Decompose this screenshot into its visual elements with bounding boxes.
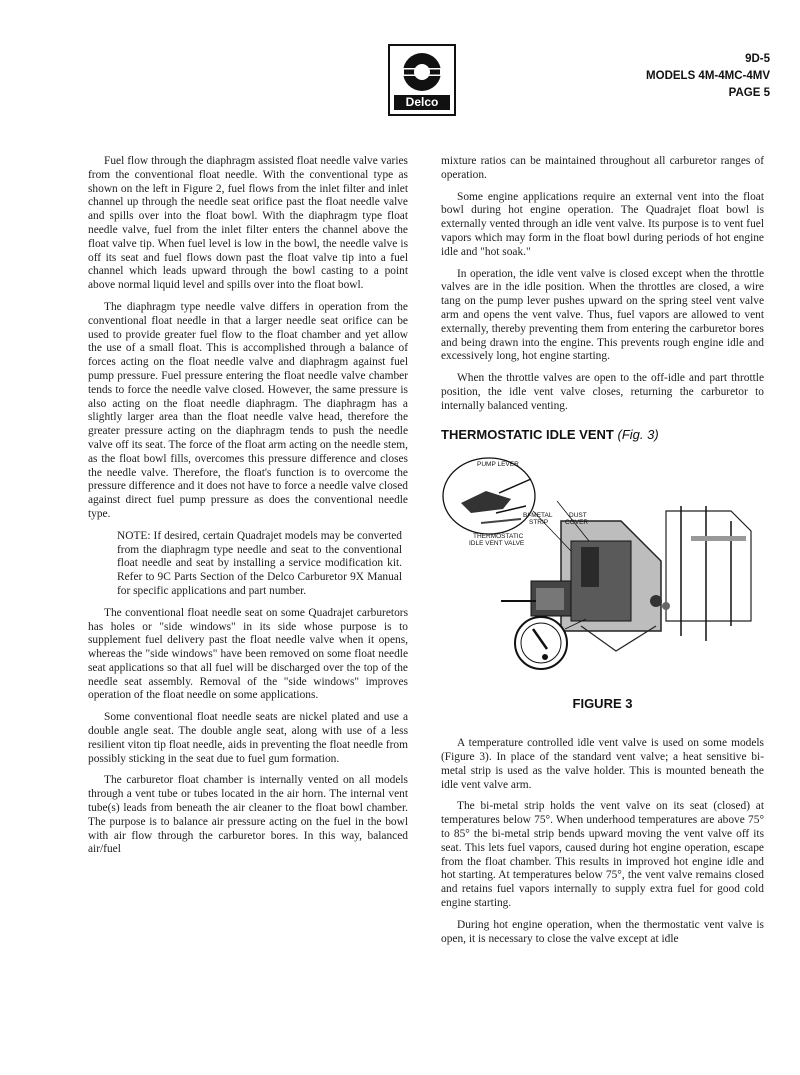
label-dust-cover-1: DUST <box>569 512 587 520</box>
section-heading <box>441 428 764 442</box>
paragraph: mixture ratios can be maintained throughout all carburetor ranges of operation. <box>441 155 764 181</box>
paragraph: The conventional float needle seat on some Quadrajet carburetors has holes or "side windows" in its side whose purpose is to supplement fuel delivery past the float needle valve when it opens, whereas the "side windows" have been removed on some float needle seat applications so that all fuel will be discharged over the top of the needle seat assembly. Removal of the "side windows" improves operation of the float needle on some applications. <box>88 606 408 702</box>
label-bimetal-strip-2: STRIP <box>529 519 549 527</box>
note-paragraph: NOTE: If desired, certain Quadrajet models may be converted from the diaphragm type needle and seat to the conventional float needle and seat by installing a service modification kit. Refer to 9C Parts Section of the Delco Carburetor 9X Manual for specific applications and part number. <box>117 529 402 597</box>
paragraph: During hot engine operation, when the thermostatic vent valve is open, it is necessary to close the valve except at idle <box>441 918 764 945</box>
paragraph: Some engine applications require an external vent into the float bowl during hot engine operation. The Quadrajet float bowl is externally vented through an idle vent valve. Its purpose is to vent fuel vapors which may form in the float bowl during periods of hot engine idle and "hot soak." <box>441 190 764 258</box>
paragraph: The bi-metal strip holds the vent valve on its seat (closed) at temperatures below 75°. When underhood temperatures are above 75° to 85° the bi-metal strip bends upward moving the vent valve off its seat. This lets fuel vapors, caused during hot engine operation, escape from the float chamber. This results in improved hot engine idle and hot starting. At temperatures below 75°, the vent valve remains closed and retains fuel vapors internally to supply extra fuel for good cold engine starting. <box>441 800 764 909</box>
label-dust-cover-2: COVER <box>565 519 589 527</box>
figure-3-illustration <box>441 451 764 691</box>
label-thermostatic-1: THERMOSTATIC <box>473 533 524 541</box>
section-number: 9D-5 <box>745 53 770 65</box>
paragraph: In operation, the idle vent valve is closed except when the throttle valves are in the idle position. When the throttles are closed, a wire tang on the pump lever pushes upward on the spring steel vent valve arm and opens the vent valve. Thus, fuel vapors are allowed to vent externally, thereby preventing them from entering the carburetor bores and being drawn into the engine. This prevents rough engine idle and excessively long, hot engine starting. <box>441 267 764 363</box>
heading-figure-ref: (Fig. 3) <box>617 426 659 442</box>
paragraph: When the throttle valves are open to the off-idle and part throttle position, the idle vent valve closes, returning the carburetor to internally balanced venting. <box>441 372 764 412</box>
left-column <box>88 155 408 865</box>
right-column <box>441 155 764 954</box>
figure-caption: FIGURE 3 <box>572 696 633 712</box>
logo-text: Delco <box>394 95 450 110</box>
label-pump-lever: PUMP LEVER <box>477 461 519 469</box>
models-line: MODELS 4M-4MC-4MV <box>646 70 770 82</box>
paragraph: The diaphragm type needle valve differs in operation from the conventional float needle in that a larger needle seat orifice can be used to provide greater fuel flow to the float chamber and yet allow the use of a small float. This is accomplished through a balance of forces acting on the float needle valve and diaphragm against fuel pump pressure. Fuel pressure entering the float needle valve chamber tends to force the needle valve closed. However, the same pressure is also acting on the float needle diaphragm. The diaphragm has a slightly larger area than the float needle valve head, therefore the greater pressure acting on the diaphragm tends to push the needle valve off its seat. The force of the float arm acting on the needle stem, as the float bowl fills, overcomes this pressure difference and closes the needle valve. Therefore, the float's function is to overcome the pressure difference and it does not have to force a needle valve closed against direct fuel pump pressure as does the conventional needle type. <box>88 300 408 520</box>
paragraph: Some conventional float needle seats are nickel plated and use a double angle seat. The double angle seat, along with use of a less resilient viton tip float needle, aids in preventing the float needle from possibly sticking in the seat due to fuel gum formation. <box>88 711 408 765</box>
label-thermostatic-2: IDLE VENT VALVE <box>469 540 525 548</box>
paragraph: The carburetor float chamber is internally vented on all models through a vent tube or tubes located in the air horn. The internal vent tube(s) leads from beneath the air cleaner to the float bowl chamber. The purpose is to balance air pressure acting on the fuel in the bowl with air flow through the carburetor bores. In this way, balanced air/fuel <box>88 774 408 856</box>
label-bimetal-strip-1: BI-METAL <box>523 512 553 520</box>
delco-emblem-icon <box>390 46 454 96</box>
carburetor-diagram <box>441 451 764 691</box>
paragraph: Fuel flow through the diaphragm assisted float needle valve varies from the conventional float needle. With the conventional type as shown on the left in Figure 2, fuel flows from the inlet filter and inlet channel up through the needle seat orifice past the float needle valve and spills over into the float bowl. With the diaphragm type float needle valve, fuel from the inlet filter enters the channel above the float valve tip. When fuel level is low in the bowl, the needle valve is off its seat and fuel flows down past the float valve tip into a fuel channel which leads upward through the bowl casting to a point above normal liquid level and spills over into the float bowl. <box>88 155 408 292</box>
paragraph: A temperature controlled idle vent valve is used on some models (Figure 3). In place of the standard vent valve; a heat sensitive bi-metal strip is used as the valve holder. This is mounted beneath the idle vent valve arm. <box>441 737 764 791</box>
delco-logo <box>388 44 456 116</box>
heading-text: THERMOSTATIC IDLE VENT <box>441 426 614 442</box>
page-number: PAGE 5 <box>728 87 770 99</box>
